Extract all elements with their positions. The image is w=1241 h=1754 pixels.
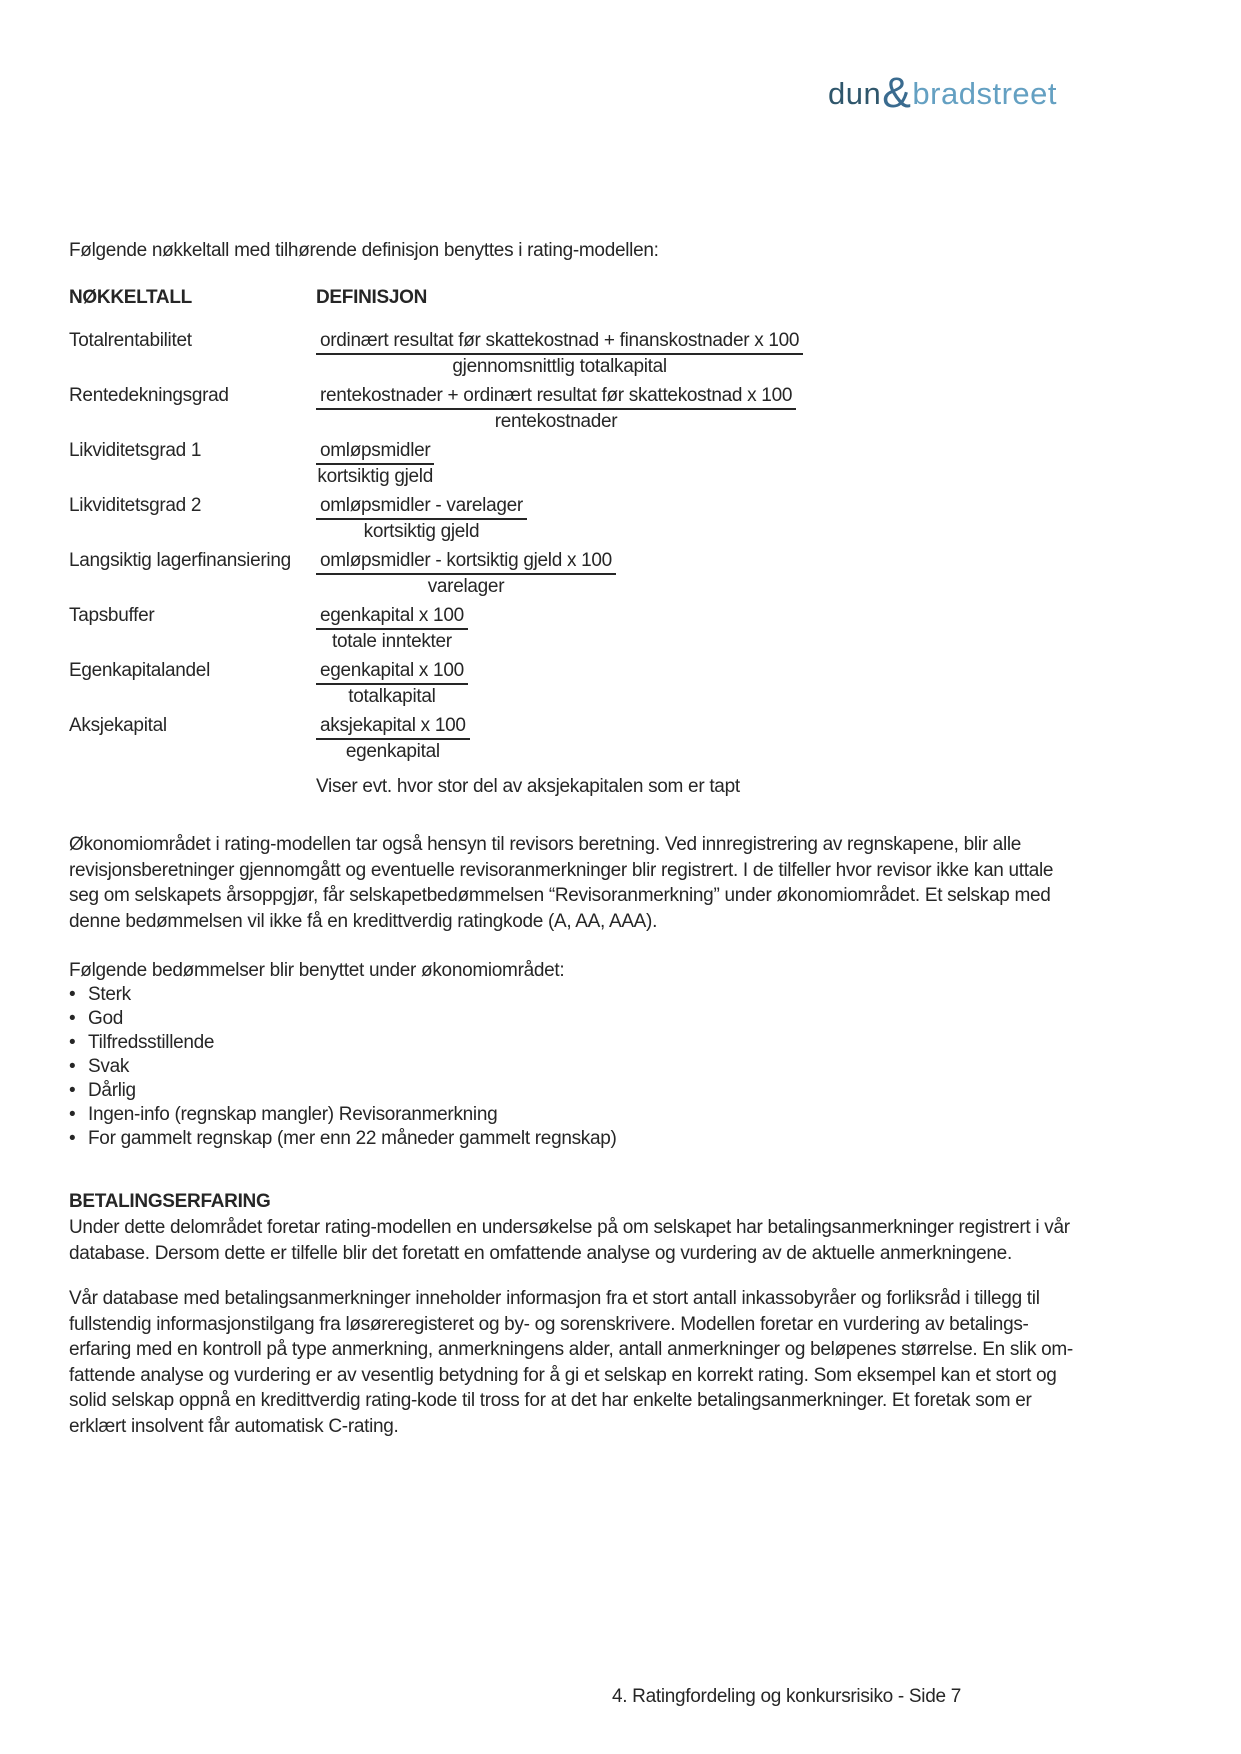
formula-denominator: varelager xyxy=(427,576,505,597)
table-row xyxy=(69,605,1139,652)
logo-ampersand-icon: & xyxy=(882,69,912,117)
ratio-label: Rentedekningsgrad xyxy=(69,385,229,406)
bullet-icon: • xyxy=(69,1056,76,1077)
table-row xyxy=(69,715,1139,762)
bullet-icon: • xyxy=(69,1128,76,1149)
betalingserfaring-paragraph-2: Vår database med betalingsanmerkninger inneholder informasjon fra et stort antall inkassobyråer og forliksråd i tillegg til fullstendig informasjonstilgang fra løsøreregisteret og by- og sorenskrivere. Modellen foretar en vurdering av betalings- erfaring med en kontroll på type anmerkning, anmerkningens alder, antall anmerkninger og beløpenes størrelse. En slik om- fattende analyse og vurdering er av vesentlig betydning for å gi et selskap en korrekt rating. Som eksempel kan et stort og solid selskap oppnå en kredittverdig rating-kode til tross for at det har enkelte betalingsanmerkninger. Et foretak som er erklært insolvent får automatisk C-rating. xyxy=(69,1288,1073,1437)
bullet-icon: • xyxy=(69,1104,76,1125)
list-item xyxy=(69,1031,1139,1055)
formula-numerator: aksjekapital x 100 xyxy=(316,715,470,740)
list-item xyxy=(69,1079,1139,1103)
bullet-icon: • xyxy=(69,1032,76,1053)
list-item-label: Tilfredsstillende xyxy=(88,1032,215,1053)
formula-numerator: egenkapital x 100 xyxy=(316,660,468,685)
ratio-label: Likviditetsgrad 1 xyxy=(69,440,202,461)
page-footer: 4. Ratingfordeling og konkursrisiko - Side 7 xyxy=(611,1686,961,1707)
table-row xyxy=(69,385,1139,432)
aksjekapital-note: Viser evt. hvor stor del av aksjekapitalen som er tapt xyxy=(316,776,740,797)
table-header-row xyxy=(69,287,1139,309)
formula-denominator: totale inntekter xyxy=(332,631,452,652)
formula-fraction xyxy=(316,715,470,762)
formula-denominator: kortsiktig gjeld xyxy=(363,521,480,542)
formula-fraction xyxy=(316,385,796,432)
formula-fraction xyxy=(316,605,468,652)
section-heading-betalingserfaring: BETALINGSERFARING xyxy=(69,1191,271,1212)
assessment-list xyxy=(69,983,1139,1151)
intro-text: Følgende nøkkeltall med tilhørende definisjon benyttes i rating-modellen: xyxy=(69,240,659,261)
formula-numerator: omløpsmidler - kortsiktig gjeld x 100 xyxy=(316,550,616,575)
list-item-label: Svak xyxy=(88,1056,130,1077)
bullet-icon: • xyxy=(69,1008,76,1029)
ratio-label: Egenkapitalandel xyxy=(69,660,210,681)
formula-numerator: omløpsmidler xyxy=(316,440,434,465)
formula-numerator: omløpsmidler - varelager xyxy=(316,495,527,520)
formula-denominator: gjennomsnittlig totalkapital xyxy=(452,356,667,377)
list-item xyxy=(69,1055,1139,1079)
list-intro: Følgende bedømmelser blir benyttet under økonomiområdet: xyxy=(69,960,565,981)
formula-denominator: egenkapital xyxy=(345,741,440,762)
formula-fraction xyxy=(316,660,468,707)
table-row xyxy=(69,330,1139,377)
ratio-label: Likviditetsgrad 2 xyxy=(69,495,202,516)
list-item xyxy=(69,983,1139,1007)
formula-fraction xyxy=(316,440,434,487)
list-item-label: God xyxy=(88,1008,124,1029)
betalingserfaring-paragraph-1: Under dette delområdet foretar rating-modellen en undersøkelse på om selskapet har betalingsanmerkninger registrert i vår database. Dersom dette er tilfelle blir det foretatt en omfattende analyse og vurdering av de aktuelle anmerkningene. xyxy=(69,1217,1070,1264)
logo-bradstreet-text: bradstreet xyxy=(912,76,1057,111)
bullet-icon: • xyxy=(69,1080,76,1101)
formula-numerator: egenkapital x 100 xyxy=(316,605,468,630)
table-row xyxy=(69,550,1139,597)
table-row xyxy=(69,660,1139,707)
formula-fraction xyxy=(316,550,616,597)
list-item-label: For gammelt regnskap (mer enn 22 måneder gammelt regnskap) xyxy=(88,1128,617,1149)
list-item-label: Ingen-info (regnskap mangler) Revisoranmerkning xyxy=(88,1104,498,1125)
table-row xyxy=(69,495,1139,542)
ratio-label: Totalrentabilitet xyxy=(69,330,192,351)
logo-dun-text: dun xyxy=(828,76,882,111)
bullet-icon: • xyxy=(69,984,76,1005)
formula-fraction xyxy=(316,495,527,542)
formula-fraction xyxy=(316,330,803,377)
list-item xyxy=(69,1127,1139,1151)
formula-denominator: totalkapital xyxy=(348,686,436,707)
formula-denominator: rentekostnader xyxy=(494,411,618,432)
formula-numerator: ordinært resultat før skattekostnad + finanskostnader x 100 xyxy=(316,330,803,355)
list-item xyxy=(69,1103,1139,1127)
formula-denominator: kortsiktig gjeld xyxy=(317,466,433,487)
ratio-label: Aksjekapital xyxy=(69,715,167,736)
column-header-nokkeltall: NØKKELTALL xyxy=(69,287,192,308)
list-item xyxy=(69,1007,1139,1031)
table-row xyxy=(69,440,1139,487)
ratio-label: Langsiktig lagerfinansiering xyxy=(69,550,291,571)
economy-paragraph: Økonomiområdet i rating-modellen tar også hensyn til revisors beretning. Ved innregistrering av regnskapene, blir alle revisjonsberetninger gjennomgått og eventuelle revisoranmerkninger blir registrert. I de tilfeller hvor revisor ikke kan uttale seg om selskapets årsoppgjør, får selskapetbedømmelsen “Revisoranmerkning” under økonomiområdet. Et selskap med denne bedømmelsen vil ikke få en kredittverdig ratingkode (A, AA, AAA). xyxy=(69,834,1054,932)
column-header-definisjon: DEFINISJON xyxy=(316,287,428,308)
list-item-label: Dårlig xyxy=(88,1080,136,1101)
list-item-label: Sterk xyxy=(88,984,131,1005)
page-content xyxy=(69,240,1139,1439)
formula-numerator: rentekostnader + ordinært resultat før skattekostnad x 100 xyxy=(316,385,796,410)
ratio-label: Tapsbuffer xyxy=(69,605,155,626)
dun-bradstreet-logo xyxy=(828,66,1057,115)
